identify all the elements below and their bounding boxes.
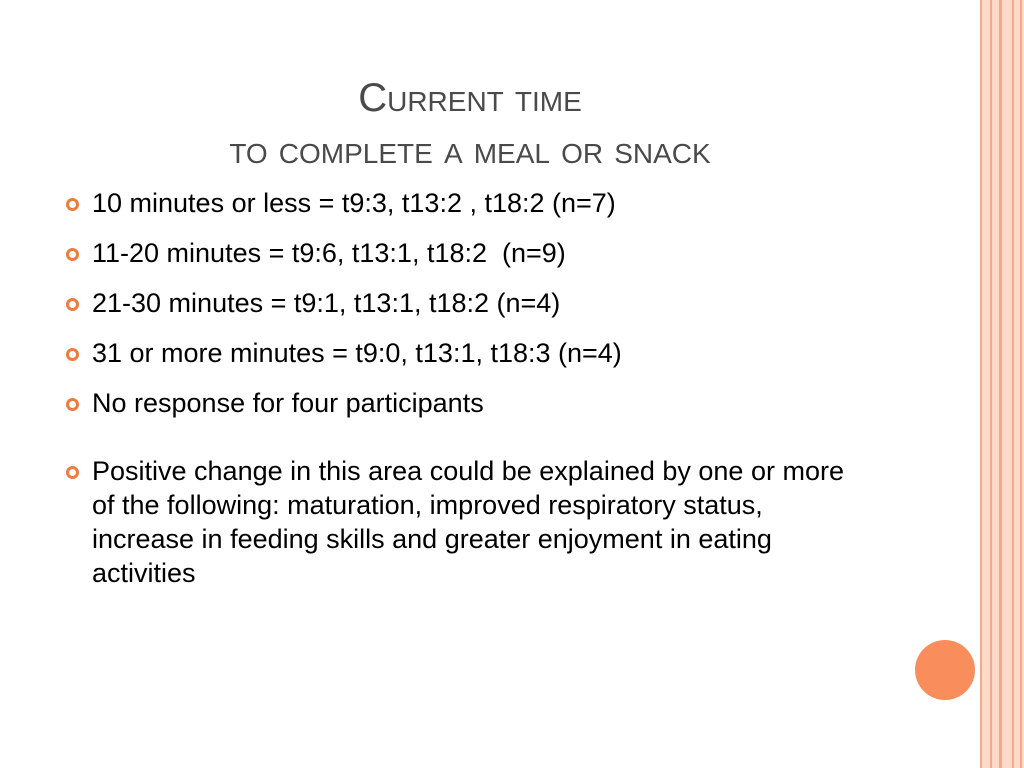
bullet-list <box>64 186 864 606</box>
decorative-stripe <box>980 0 982 768</box>
title-line-2: to complete a meal or snack <box>229 127 711 172</box>
circle-bullet-icon <box>66 466 79 479</box>
right-stripe-band <box>980 0 1024 768</box>
circle-bullet-icon <box>66 198 79 211</box>
orange-circle-decoration <box>915 640 975 700</box>
bullet-item <box>64 386 864 420</box>
decorative-stripe <box>1012 0 1014 768</box>
bullet-item <box>64 236 864 270</box>
bullet-text: 31 or more minutes = t9:0, t13:1, t18:3 (n=4) <box>92 338 622 368</box>
decorative-stripe <box>990 0 992 768</box>
decorative-stripe <box>1020 0 1022 768</box>
circle-bullet-icon <box>66 298 79 311</box>
bullet-text: Positive change in this area could be explained by one or more of the following: maturation, improved respiratory status, increase in feeding skills and greater enjoyment in eating activities <box>92 456 852 588</box>
bullet-text: No response for four participants <box>92 388 484 418</box>
decorative-stripe <box>999 0 1002 768</box>
circle-bullet-icon <box>66 398 79 411</box>
bullet-text: 21-30 minutes = t9:1, t13:1, t18:2 (n=4) <box>92 288 561 318</box>
bullet-text: 11-20 minutes = t9:6, t13:1, t18:2 (n=9) <box>92 238 566 268</box>
bullet-item <box>64 454 864 590</box>
bullet-item <box>64 186 864 220</box>
slide-title <box>80 73 860 175</box>
circle-bullet-icon <box>66 348 79 361</box>
bullet-item <box>64 336 864 370</box>
bullet-item <box>64 286 864 320</box>
title-line-1: Current time <box>358 76 582 121</box>
bullet-text: 10 minutes or less = t9:3, t13:2 , t18:2 (n=7) <box>92 188 616 218</box>
circle-bullet-icon <box>66 248 79 261</box>
